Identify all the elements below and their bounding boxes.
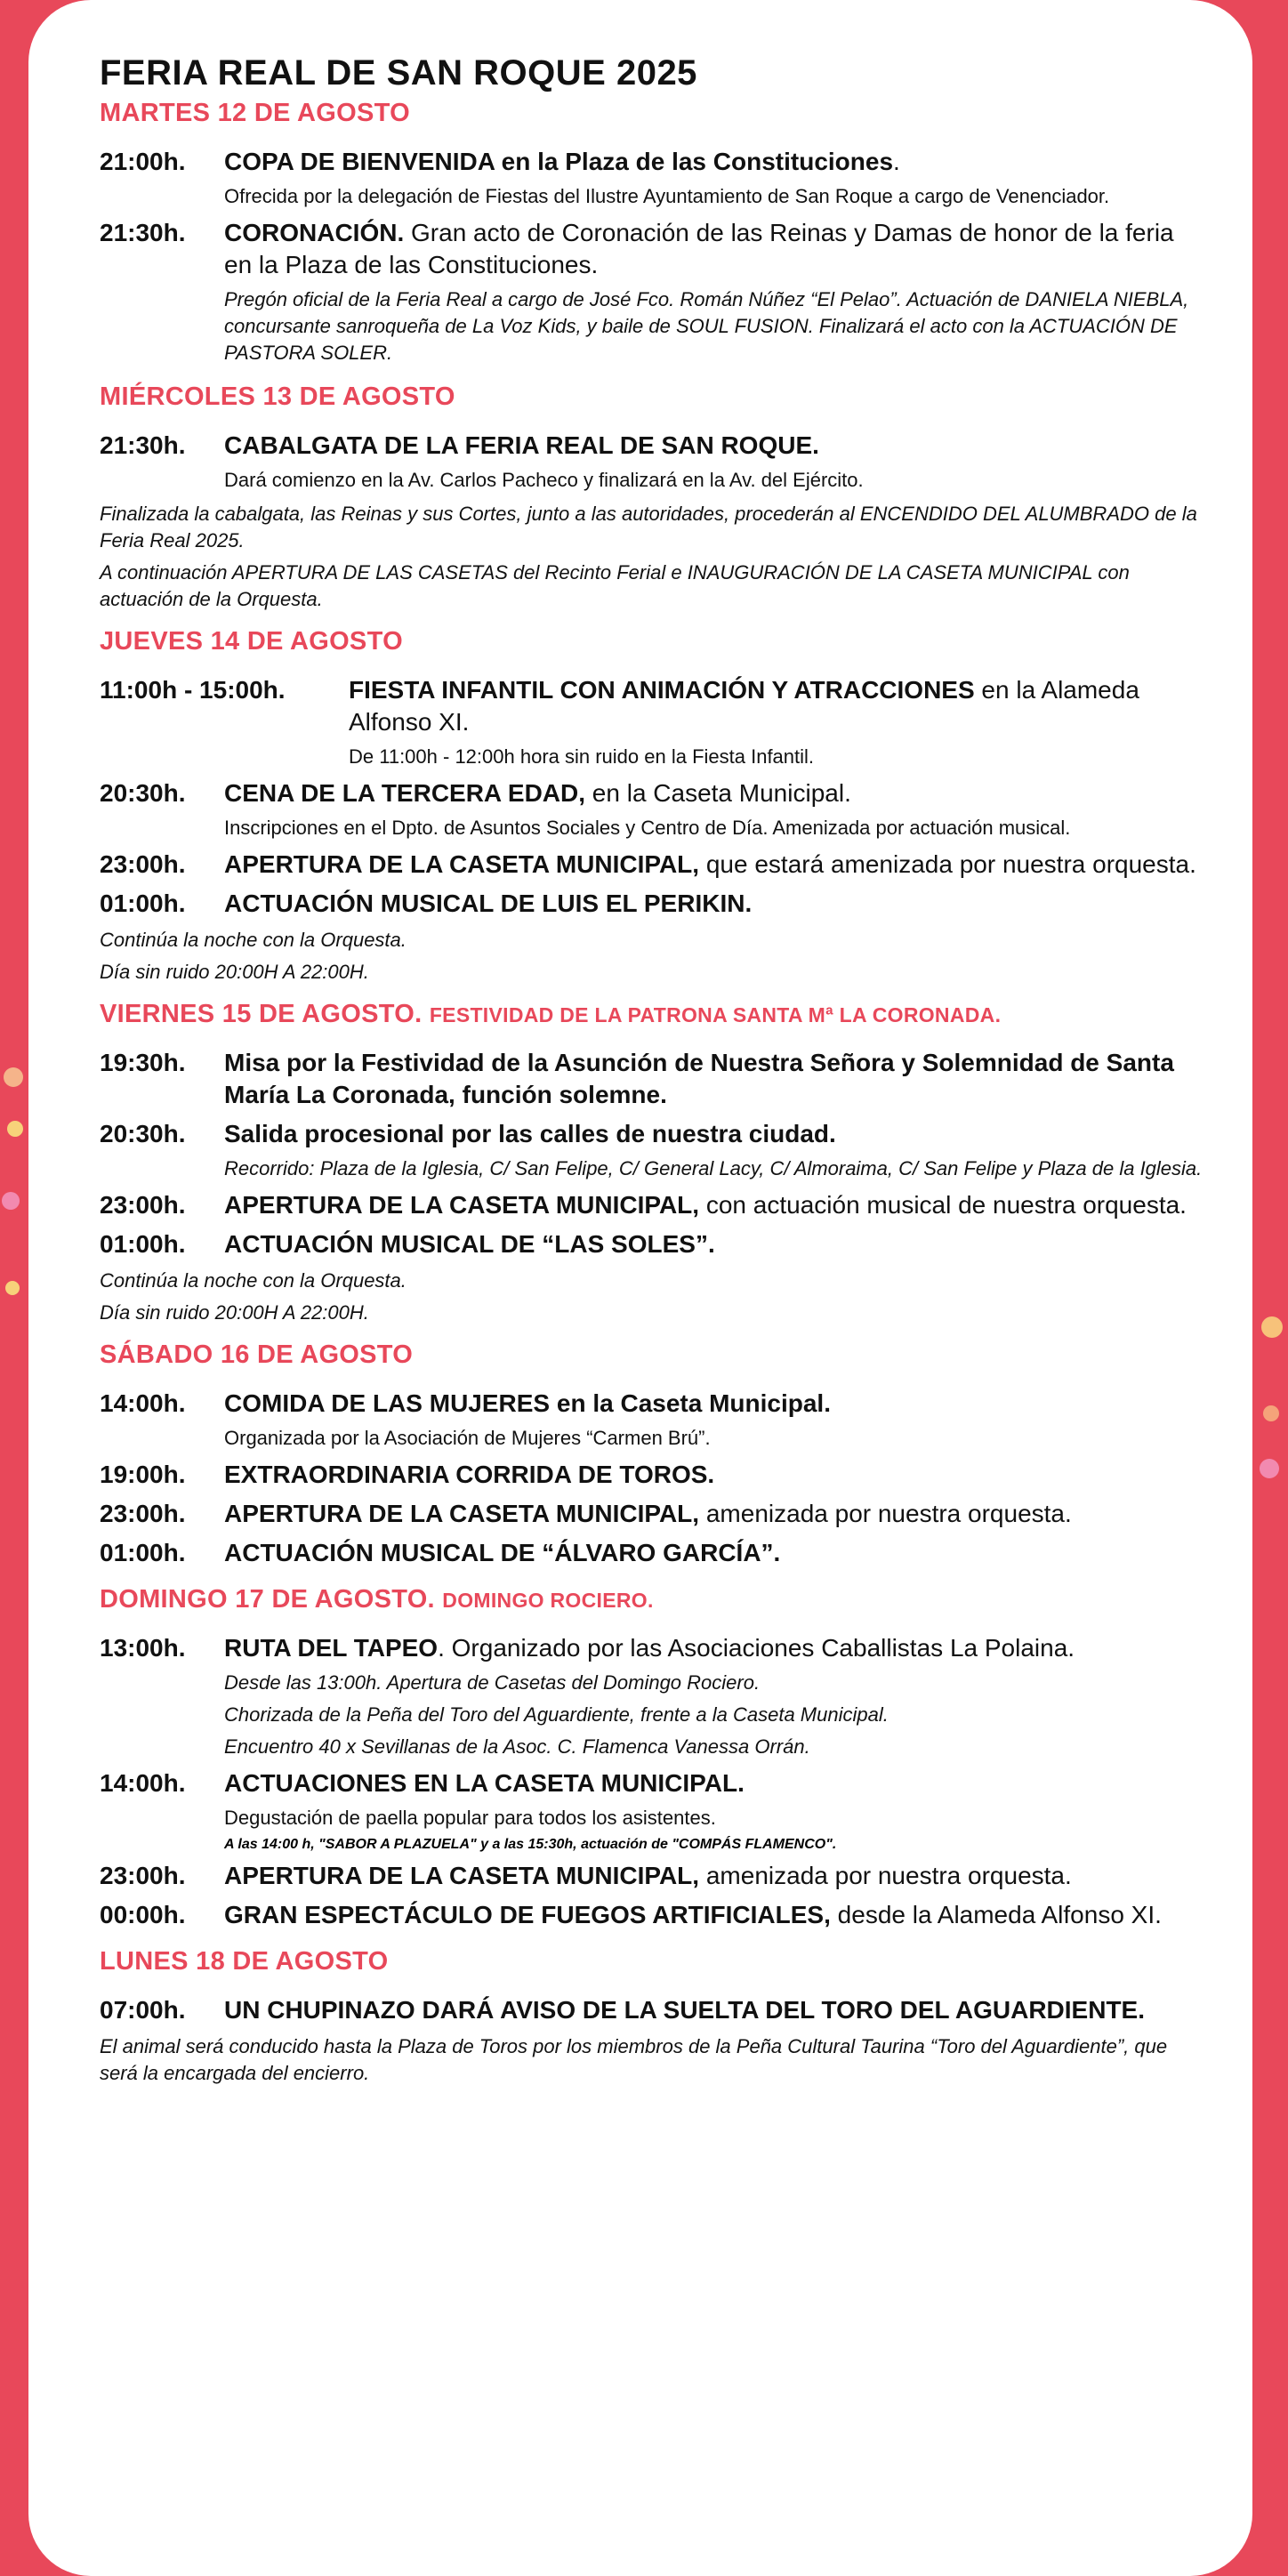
event-row xyxy=(100,1860,1206,1892)
event-title: ACTUACIONES EN LA CASETA MUNICIPAL. xyxy=(224,1769,745,1797)
spacer xyxy=(100,1938,1206,1947)
event-body xyxy=(224,1767,1206,1853)
decor-dot xyxy=(1261,1316,1283,1338)
spacer xyxy=(100,2092,1206,2101)
event-row xyxy=(100,217,1206,366)
event-row xyxy=(100,1118,1206,1182)
event-heading xyxy=(224,777,1206,809)
event-heading xyxy=(224,1118,1206,1150)
event-time: 23:00h. xyxy=(100,1500,186,1527)
event-row xyxy=(100,1228,1206,1260)
event-title: CENA DE LA TERCERA EDAD, xyxy=(224,779,586,807)
day-label: JUEVES 14 DE AGOSTO xyxy=(100,627,403,656)
event-row xyxy=(100,1994,1206,2026)
event-title-rest: en la Alameda Alfonso XI. xyxy=(349,676,1139,736)
day-heading xyxy=(100,1340,1206,1370)
event-description: Organizada por la Asociación de Mujeres “Carmen Brú”. xyxy=(224,1427,711,1449)
event-description: Inscripciones en el Dpto. de Asuntos Sociales y Centro de Día. Amenizada por actuación musical. xyxy=(224,817,1071,839)
event-heading xyxy=(224,888,1206,920)
event-title: UN CHUPINAZO DARÁ AVISO DE LA SUELTA DEL TORO DEL AGUARDIENTE. xyxy=(224,1996,1146,2024)
day-label: DOMINGO 17 DE AGOSTO. xyxy=(100,1585,435,1614)
event-heading xyxy=(349,674,1206,738)
event-title: COMIDA DE LAS MUJERES en la Caseta Municipal. xyxy=(224,1389,831,1417)
event-description: Pregón oficial de la Feria Real a cargo de José Fco. Román Núñez “El Pelao”. Actuación de DANIELA NIEBLA, concursante sanroqueña de La Voz Kids, y baile de SOUL FUSION. Finalizará el acto con la ACTUACIÓN DE PASTORA SOLER. xyxy=(224,288,1189,364)
event-row xyxy=(100,1047,1206,1111)
event-row xyxy=(100,1189,1206,1221)
event-heading xyxy=(224,1537,1206,1569)
day-heading xyxy=(100,382,1206,412)
event-heading xyxy=(224,849,1206,881)
event-description: De 11:00h - 12:00h hora sin ruido en la Fiesta Infantil. xyxy=(349,745,815,768)
event-title: GRAN ESPECTÁCULO DE FUEGOS ARTIFICIALES, xyxy=(224,1901,831,1928)
event-description: Encuentro 40 x Sevillanas de la Asoc. C. Flamenca Vanessa Orrán. xyxy=(224,1735,810,1758)
decor-dot xyxy=(2,1192,20,1210)
event-time: 01:00h. xyxy=(100,890,186,917)
event-title: CABALGATA DE LA FERIA REAL DE SAN ROQUE. xyxy=(224,431,819,459)
day-heading xyxy=(100,627,1206,656)
day-heading xyxy=(100,99,1206,128)
day-sublabel: DOMINGO ROCIERO. xyxy=(442,1589,654,1612)
event-time: 07:00h. xyxy=(100,1996,186,2024)
event-title: FIESTA INFANTIL CON ANIMACIÓN Y ATRACCIONES xyxy=(349,676,975,704)
event-body xyxy=(224,1388,1206,1452)
event-heading xyxy=(224,217,1206,281)
event-title-rest: en la Caseta Municipal. xyxy=(585,779,851,807)
event-row xyxy=(100,777,1206,841)
event-time: 14:00h. xyxy=(100,1389,186,1417)
decor-dot xyxy=(1263,1405,1279,1421)
event-heading xyxy=(224,1899,1206,1931)
event-body xyxy=(224,1632,1206,1760)
event-body xyxy=(224,1537,1206,1569)
day-note: Día sin ruido 20:00H A 22:00H. xyxy=(100,1301,369,1324)
event-title-rest: amenizada por nuestra orquesta. xyxy=(699,1862,1072,1889)
event-heading xyxy=(224,1228,1206,1260)
day-note: El animal será conducido hasta la Plaza de Toros por los miembros de la Peña Cultural Taurina “Toro del Aguardiente”, que será la encargada del encierro. xyxy=(100,2035,1168,2084)
event-body xyxy=(224,1228,1206,1260)
program-card xyxy=(28,0,1252,2576)
decor-dot xyxy=(5,1281,20,1295)
day-label: MIÉRCOLES 13 DE AGOSTO xyxy=(100,382,455,411)
event-row xyxy=(100,430,1206,494)
event-body xyxy=(349,674,1206,770)
event-body xyxy=(224,1459,1206,1491)
event-heading xyxy=(224,1047,1206,1111)
event-row xyxy=(100,849,1206,881)
event-row xyxy=(100,1498,1206,1530)
event-title-rest: . xyxy=(893,148,900,175)
event-title: Salida procesional por las calles de nuestra ciudad. xyxy=(224,1120,836,1147)
event-description: Desde las 13:00h. Apertura de Casetas del Domingo Rociero. xyxy=(224,1671,761,1694)
event-time: 21:00h. xyxy=(100,148,186,175)
event-description: Chorizada de la Peña del Toro del Aguardiente, frente a la Caseta Municipal. xyxy=(224,1703,889,1726)
event-footnote: A las 14:00 h, "SABOR A PLAZUELA" y a las 15:30h, actuación de "COMPÁS FLAMENCO". xyxy=(224,1837,837,1852)
event-time: 19:30h. xyxy=(100,1049,186,1076)
event-body xyxy=(224,1899,1206,1931)
event-description: Degustación de paella popular para todos los asistentes. xyxy=(224,1807,716,1829)
event-row xyxy=(100,1459,1206,1491)
spacer xyxy=(100,618,1206,627)
event-time: 14:00h. xyxy=(100,1769,186,1797)
event-title-rest: amenizada por nuestra orquesta. xyxy=(699,1500,1072,1527)
event-heading xyxy=(224,430,1206,462)
event-body xyxy=(224,217,1206,366)
event-heading xyxy=(224,1388,1206,1420)
event-title-rest: . Organizado por las Asociaciones Caballistas La Polaina. xyxy=(438,1634,1075,1662)
event-title: COPA DE BIENVENIDA en la Plaza de las Constituciones xyxy=(224,148,894,175)
event-heading xyxy=(224,1459,1206,1491)
event-heading xyxy=(224,1189,1206,1221)
event-row xyxy=(100,674,1206,770)
event-body xyxy=(224,1189,1206,1221)
event-body xyxy=(224,430,1206,494)
event-body xyxy=(224,1498,1206,1530)
event-title-rest: desde la Alameda Alfonso XI. xyxy=(830,1901,1162,1928)
event-row xyxy=(100,1899,1206,1931)
event-description: Dará comienzo en la Av. Carlos Pacheco y finalizará en la Av. del Ejército. xyxy=(224,469,864,491)
event-time: 19:00h. xyxy=(100,1461,186,1488)
event-body xyxy=(224,849,1206,881)
event-heading xyxy=(224,146,1206,178)
event-heading xyxy=(224,1994,1206,2026)
event-title: APERTURA DE LA CASETA MUNICIPAL, xyxy=(224,1862,700,1889)
event-row xyxy=(100,1767,1206,1853)
decor-dot xyxy=(7,1121,23,1137)
page-title: FERIA REAL DE SAN ROQUE 2025 xyxy=(100,53,697,93)
event-title-rest: que estará amenizada por nuestra orquesta. xyxy=(699,850,1196,878)
day-note: Continúa la noche con la Orquesta. xyxy=(100,929,407,951)
spacer xyxy=(100,991,1206,1000)
event-title: CORONACIÓN. xyxy=(224,219,405,246)
day-label: SÁBADO 16 DE AGOSTO xyxy=(100,1340,414,1369)
event-description: Ofrecida por la delegación de Fiestas del Ilustre Ayuntamiento de San Roque a cargo de Venenciador. xyxy=(224,185,1110,207)
event-title: APERTURA DE LA CASETA MUNICIPAL, xyxy=(224,850,700,878)
event-title: APERTURA DE LA CASETA MUNICIPAL, xyxy=(224,1191,700,1219)
event-time: 20:30h. xyxy=(100,1120,186,1147)
event-time: 01:00h. xyxy=(100,1230,186,1258)
event-body xyxy=(224,1860,1206,1892)
event-time: 21:30h. xyxy=(100,431,186,459)
day-note: Día sin ruido 20:00H A 22:00H. xyxy=(100,961,369,983)
event-row xyxy=(100,1537,1206,1569)
event-time: 21:30h. xyxy=(100,219,186,246)
event-description: Recorrido: Plaza de la Iglesia, C/ San Felipe, C/ General Lacy, C/ Almoraima, C/ San Felipe y Plaza de la Iglesia. xyxy=(224,1157,1203,1179)
event-title-rest: Gran acto de Coronación de las Reinas y Damas de honor de la feria en la Plaza de las Constituciones. xyxy=(224,219,1174,278)
event-body xyxy=(224,1047,1206,1111)
event-time: 23:00h. xyxy=(100,1191,186,1219)
event-heading xyxy=(224,1632,1206,1664)
day-heading xyxy=(100,1000,1206,1029)
event-body xyxy=(224,777,1206,841)
event-row xyxy=(100,1388,1206,1452)
event-heading xyxy=(224,1767,1206,1799)
spacer xyxy=(100,1576,1206,1585)
event-body xyxy=(224,888,1206,920)
day-note: Finalizada la cabalgata, las Reinas y sus Cortes, junto a las autoridades, procederán al ENCENDIDO DEL ALUMBRADO de la Feria Real 2025. xyxy=(100,503,1197,551)
day-sublabel: FESTIVIDAD DE LA PATRONA SANTA Mª LA CORONADA. xyxy=(429,1003,1002,1026)
day-label: VIERNES 15 DE AGOSTO. xyxy=(100,1000,423,1028)
event-title: ACTUACIÓN MUSICAL DE LUIS EL PERIKIN. xyxy=(224,890,753,917)
event-time: 01:00h. xyxy=(100,1539,186,1566)
event-title: EXTRAORDINARIA CORRIDA DE TOROS. xyxy=(224,1461,715,1488)
event-heading xyxy=(224,1860,1206,1892)
event-time: 20:30h. xyxy=(100,779,186,807)
day-note: A continuación APERTURA DE LAS CASETAS del Recinto Ferial e INAUGURACIÓN DE LA CASETA MUNICIPAL con actuación de la Orquesta. xyxy=(100,561,1130,610)
event-time: 23:00h. xyxy=(100,1862,186,1889)
decor-dot xyxy=(4,1067,23,1087)
spacer xyxy=(100,1332,1206,1340)
day-label: MARTES 12 DE AGOSTO xyxy=(100,99,410,127)
schedule xyxy=(100,99,1206,2101)
event-time: 13:00h. xyxy=(100,1634,186,1662)
day-note: Continúa la noche con la Orquesta. xyxy=(100,1269,407,1292)
day-label: LUNES 18 DE AGOSTO xyxy=(100,1947,389,1976)
event-time: 00:00h. xyxy=(100,1901,186,1928)
day-heading xyxy=(100,1947,1206,1976)
event-title: ACTUACIÓN MUSICAL DE “ÁLVARO GARCÍA”. xyxy=(224,1539,781,1566)
spacer xyxy=(100,374,1206,382)
event-body xyxy=(224,1994,1206,2026)
event-heading xyxy=(224,1498,1206,1530)
event-body xyxy=(224,1118,1206,1182)
event-title: Misa por la Festividad de la Asunción de Nuestra Señora y Solemnidad de Santa María La Coronada, función solemne. xyxy=(224,1049,1174,1108)
day-heading xyxy=(100,1585,1206,1614)
event-title: ACTUACIÓN MUSICAL DE “LAS SOLES”. xyxy=(224,1230,715,1258)
event-body xyxy=(224,146,1206,210)
event-row xyxy=(100,146,1206,210)
event-time: 11:00h - 15:00h. xyxy=(100,676,286,704)
event-title: RUTA DEL TAPEO xyxy=(224,1634,439,1662)
decor-dot xyxy=(1260,1459,1279,1478)
event-row xyxy=(100,1632,1206,1760)
event-row xyxy=(100,888,1206,920)
event-title-rest: con actuación musical de nuestra orquesta. xyxy=(699,1191,1187,1219)
event-time: 23:00h. xyxy=(100,850,186,878)
event-title: APERTURA DE LA CASETA MUNICIPAL, xyxy=(224,1500,700,1527)
